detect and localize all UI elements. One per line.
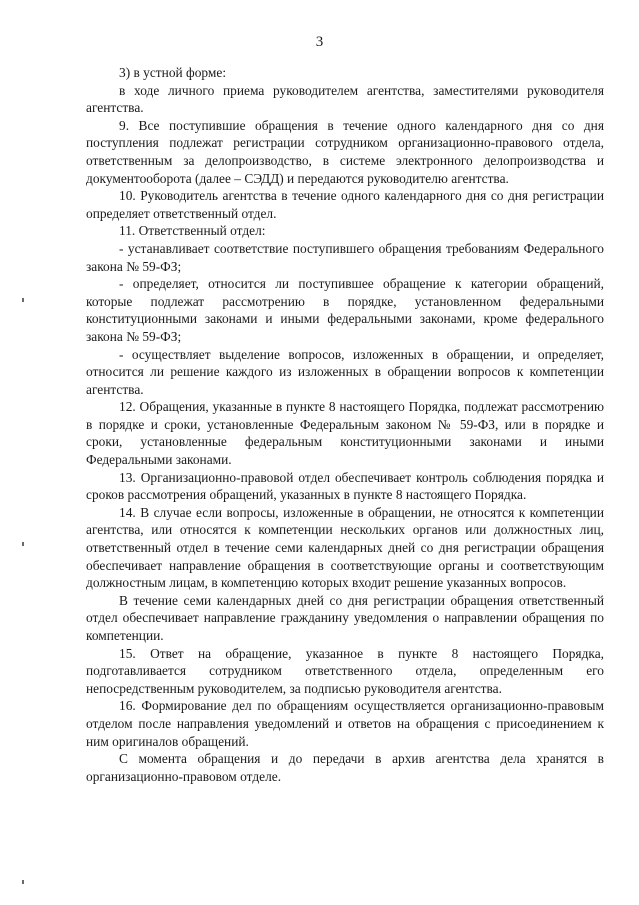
paragraph: - устанавливает соответствие поступившего обращения требованиям Федерального закона № 59-ФЗ;	[86, 240, 604, 274]
scan-speck	[22, 298, 24, 302]
paragraph: 16. Формирование дел по обращениям осуществляется организационно-правовым отделом после направления уведомлений и ответов на обращения с присоединением к ним оригиналов обращений.	[86, 698, 604, 749]
paragraph: В течение семи календарных дней со дня регистрации обращения ответственный отдел обеспечивает направление гражданину уведомления о направлении обращения по компетенции.	[86, 592, 604, 643]
paragraph: 3) в устной форме:	[119, 65, 227, 80]
scan-speck	[22, 542, 24, 546]
paragraph: 13. Организационно-правовой отдел обеспечивает контроль соблюдения порядка и сроков рассмотрения обращений, указанных в пункте 8 настоящего Порядка.	[86, 469, 604, 503]
paragraph: - определяет, относится ли поступившее обращение к категории обращений, которые подлежат рассмотрению в порядке, установленном федеральными конституционными законами и иными федеральными законами, кроме федерального закона № 59-ФЗ;	[86, 276, 604, 344]
paragraph: в ходе личного приема руководителем агентства, заместителями руководителя агентства.	[86, 82, 604, 116]
scan-speck	[22, 880, 24, 884]
paragraph: С момента обращения и до передачи в архив агентства дела хранятся в организационно-правовом отделе.	[86, 751, 604, 784]
paragraph: 9. Все поступившие обращения в течение одного календарного дня со дня поступления подлежат регистрации сотрудником организационно-правового отдела, ответственным за делопроизводство, в системе электронного делопроизводства и документооборота (далее – СЭДД) и передаются руководителю агентства.	[86, 117, 604, 186]
paragraph: 14. В случае если вопросы, изложенные в обращении, не относятся к компетенции агентства, или относятся к компетенции нескольких органов или должностных лиц, ответственный отдел в течение семи календарных дней со дня регистрации обращения обеспечивает направление обращения в соответствующие органы и соответствующим должностным лицам, в компетенцию которых входит решение указанных вопросов.	[86, 504, 604, 591]
paragraph: 10. Руководитель агентства в течение одного календарного дня со дня регистрации определяет ответственный отдел.	[86, 188, 604, 221]
paragraph: - осуществляет выделение вопросов, изложенных в обращении, и определяет, относится ли решение каждого из изложенных в обращении вопросов к компетенции агентства.	[86, 346, 604, 397]
paragraph: 15. Ответ на обращение, указанное в пункте 8 настоящего Порядка, подготавливается сотрудником ответственного отдела, определенным его непосредственным руководителем, за подписью руководителя агентства.	[86, 645, 604, 696]
paragraph: 11. Ответственный отдел:	[119, 223, 266, 239]
document-body	[86, 64, 604, 785]
page-number: 3	[315, 34, 324, 50]
paragraph: 12. Обращения, указанные в пункте 8 настоящего Порядка, подлежат рассмотрению в порядке и сроки, установленные Федеральным законом № 59-ФЗ, или в порядке и сроки, установленные федеральным конституционными законами и иными Федеральными законами.	[86, 399, 604, 468]
